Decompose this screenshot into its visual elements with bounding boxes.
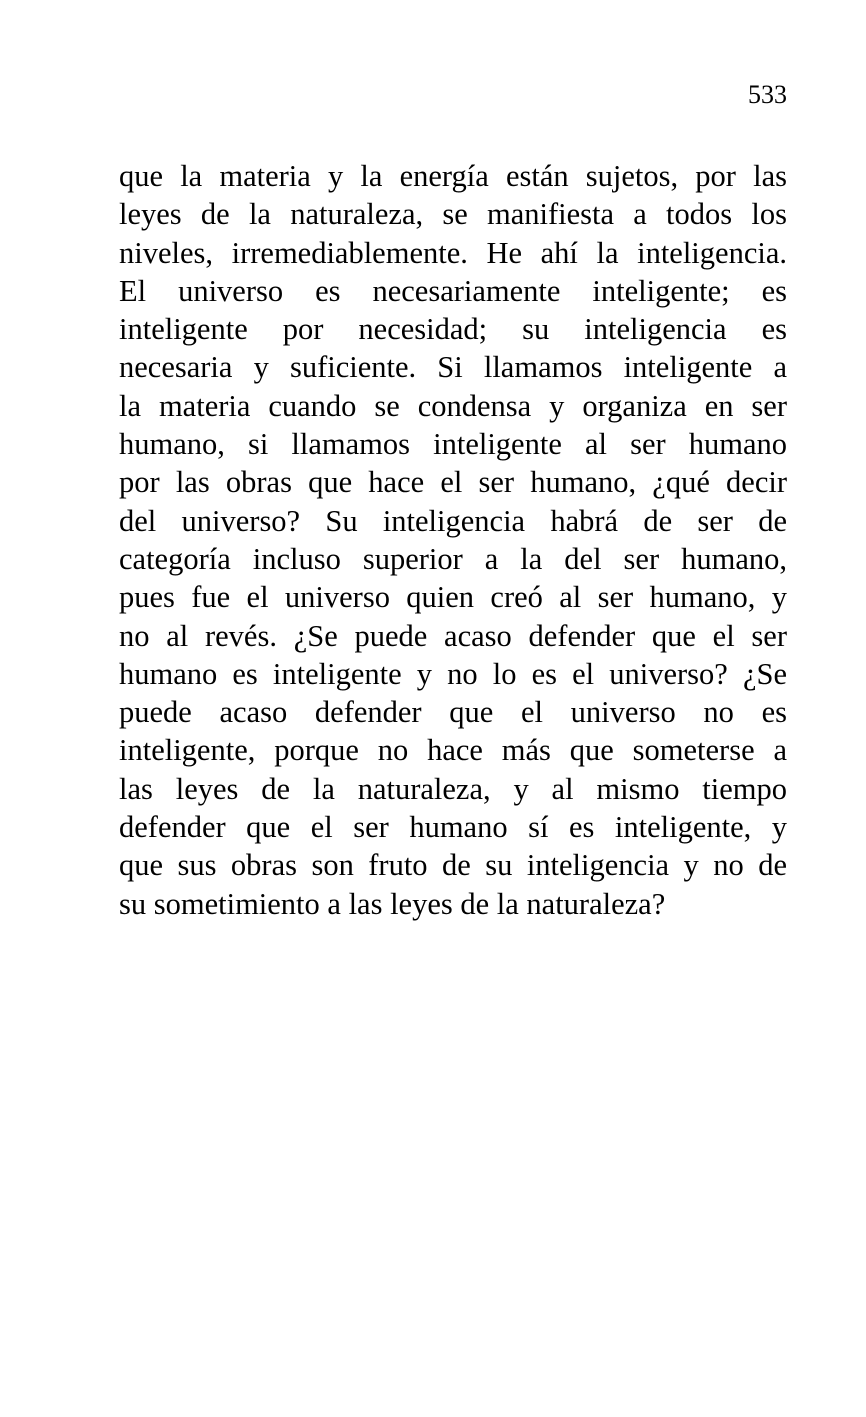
text-line: niveles, irremediablemente. He ahí la inteligencia. xyxy=(119,235,787,270)
text-line: las leyes de la naturaleza, y al mismo tiempo xyxy=(119,771,787,806)
text-line: inteligente, porque no hace más que someterse a xyxy=(119,733,787,768)
text-line: leyes de la naturaleza, se manifiesta a todos los xyxy=(119,197,787,232)
text-line: puede acaso defender que el universo no es xyxy=(119,695,787,730)
text-line: defender que el ser humano sí es inteligente, y xyxy=(119,810,787,845)
text-line: pues fue el universo quien creó al ser humano, y xyxy=(119,580,787,615)
text-line: inteligente por necesidad; su inteligencia es xyxy=(119,312,787,347)
text-line: que sus obras son fruto de su inteligencia y no de xyxy=(119,848,787,883)
text-line: categoría incluso superior a la del ser humano, xyxy=(119,541,787,576)
text-line: humano, si llamamos inteligente al ser humano xyxy=(119,427,787,462)
text-line: humano es inteligente y no lo es el universo? ¿Se xyxy=(119,656,787,691)
text-line: del universo? Su inteligencia habrá de ser de xyxy=(119,503,787,538)
text-line: que la materia y la energía están sujetos, por las xyxy=(119,159,787,193)
text-line: El universo es necesariamente inteligente; es xyxy=(119,273,787,308)
page-number: 533 xyxy=(748,80,787,109)
text-line: necesaria y suficiente. Si llamamos inteligente a xyxy=(119,350,787,385)
text-line: por las obras que hace el ser humano, ¿qué decir xyxy=(119,465,787,500)
text-line: su sometimiento a las leyes de la naturaleza? xyxy=(119,886,666,921)
body-paragraph xyxy=(119,157,787,923)
text-line: no al revés. ¿Se puede acaso defender que el ser xyxy=(119,618,787,653)
text-line: la materia cuando se condensa y organiza en ser xyxy=(119,388,787,423)
